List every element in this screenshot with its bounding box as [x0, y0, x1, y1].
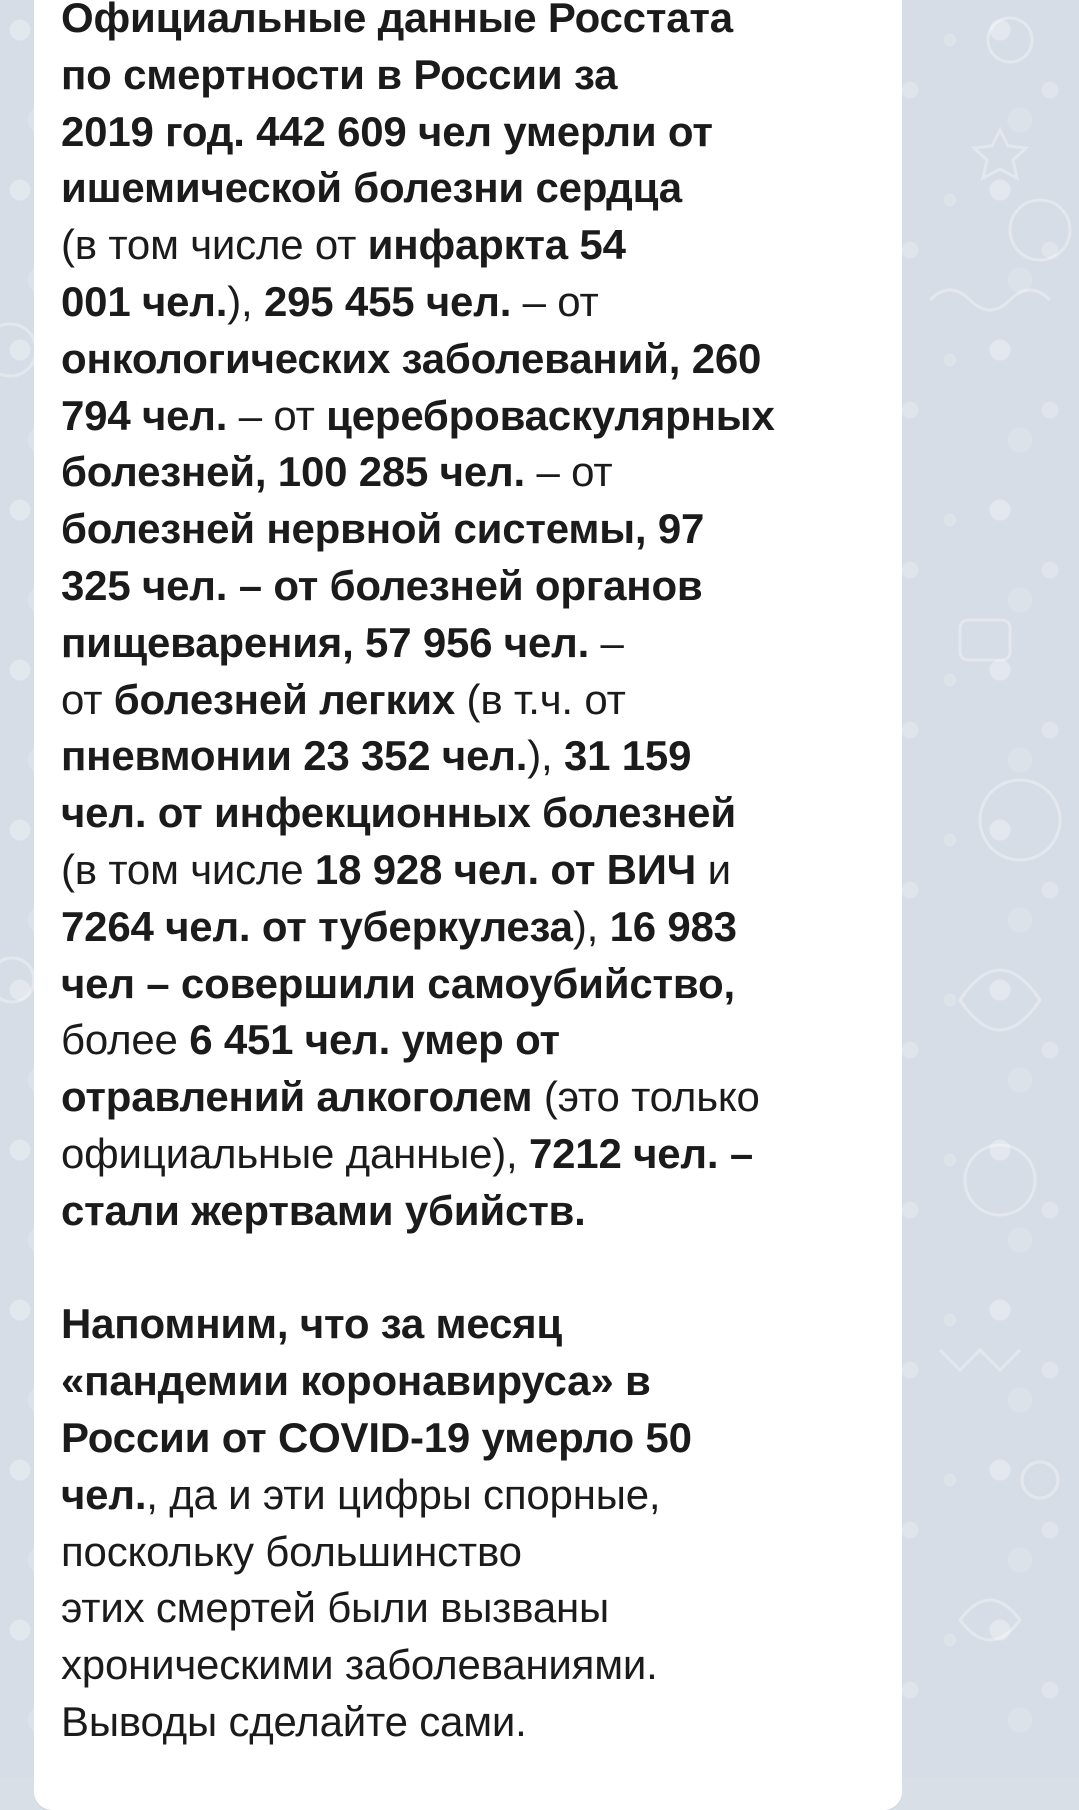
- bold-text-segment: пневмонии 23 352 чел.: [61, 732, 528, 780]
- bold-text-segment: чел. от инфекционных болезней: [61, 789, 736, 837]
- text-segment: и: [696, 845, 731, 893]
- text-segment: более: [61, 1016, 190, 1064]
- text-segment: Выводы сделайте сами.: [61, 1697, 527, 1745]
- paragraph-gap: [61, 1240, 901, 1297]
- bold-text-segment: стали жертвами убийств.: [61, 1186, 586, 1234]
- text-segment: официальные данные),: [61, 1129, 529, 1177]
- bold-text-segment: 001 чел.: [61, 277, 228, 325]
- doodle-zigzag-icon: [940, 1350, 1020, 1370]
- text-segment: ),: [572, 902, 610, 950]
- doodle-star-icon: [974, 130, 1026, 178]
- doodle-leaf-icon: [960, 970, 1040, 1030]
- doodle-dot-icon: [1022, 1462, 1058, 1498]
- text-segment: (в том числе: [61, 845, 315, 893]
- doodle-bubble-icon: [980, 780, 1060, 860]
- bold-text-segment: отравлений алкоголем: [61, 1073, 533, 1121]
- text-segment: поскольку большинство: [61, 1527, 522, 1575]
- bold-text-segment: болезней, 100 285 чел.: [61, 448, 525, 496]
- doodle-left-ring-2-icon: [0, 958, 34, 1002]
- bold-text-segment: инфаркта 54: [367, 221, 626, 269]
- bold-text-segment: 31 159: [563, 732, 692, 780]
- bold-text-segment: цереброваскулярных: [326, 391, 775, 439]
- bold-text-segment: ишемической болезни сердца: [61, 164, 682, 212]
- bold-text-segment: болезней нервной системы, 97: [61, 505, 705, 553]
- message-text: [61, 0, 901, 1751]
- doodle-planet-icon: [965, 1145, 1035, 1215]
- text-segment: хроническими заболеваниями.: [61, 1641, 658, 1689]
- doodle-box-icon: [960, 620, 1010, 660]
- bold-text-segment: 7212 чел. –: [528, 1129, 754, 1177]
- text-segment: (это только: [532, 1073, 760, 1121]
- bold-text-segment: 2019 год. 442 609 чел умерли от: [61, 107, 713, 155]
- doodle-left-ring-icon: [0, 324, 36, 376]
- bold-text-segment: Напомним, что за месяц: [61, 1300, 563, 1348]
- bold-text-segment: пищеварения, 57 956 чел.: [61, 618, 590, 666]
- bold-text-segment: России от COVID-19 умерло 50: [61, 1413, 692, 1461]
- bold-text-segment: чел.: [61, 1470, 147, 1518]
- text-segment: (в том числе от: [61, 221, 368, 269]
- bold-text-segment: онкологических заболеваний, 260: [61, 334, 762, 382]
- doodle-wave-icon: [930, 290, 1050, 310]
- text-segment: от: [61, 675, 114, 723]
- doodle-ring-icon: [1010, 200, 1070, 260]
- message-paragraph-1: [61, 0, 901, 1240]
- bold-text-segment: 794 чел.: [61, 391, 228, 439]
- bold-text-segment: по смертности в России за: [61, 50, 618, 98]
- text-segment: –: [589, 618, 624, 666]
- bold-text-segment: 16 983: [609, 902, 737, 950]
- doodle-circle-icon: [988, 18, 1032, 62]
- bold-text-segment: Официальные данные Росстата: [61, 0, 733, 41]
- bold-text-segment: 18 928 чел. от ВИЧ: [314, 845, 697, 893]
- text-segment: – от: [524, 448, 613, 496]
- text-segment: – от: [511, 277, 599, 325]
- text-segment: , да и эти цифры спорные,: [146, 1470, 661, 1518]
- bold-text-segment: 295 455 чел.: [263, 277, 512, 325]
- text-segment: ),: [227, 277, 264, 325]
- text-segment: ),: [527, 732, 564, 780]
- bold-text-segment: чел – совершили самоубийство,: [61, 959, 735, 1007]
- text-segment: – от: [227, 391, 327, 439]
- bold-text-segment: «пандемии коронавируса» в: [61, 1357, 651, 1405]
- message-paragraph-2: [61, 1296, 901, 1750]
- text-segment: (в т.ч. от: [455, 675, 626, 723]
- bold-text-segment: 7264 чел. от туберкулеза: [61, 902, 573, 950]
- bold-text-segment: болезней легких: [113, 675, 456, 723]
- bold-text-segment: 325 чел. – от болезней органов: [61, 561, 703, 609]
- text-segment: этих смертей были вызваны: [61, 1584, 610, 1632]
- bold-text-segment: 6 451 чел. умер от: [189, 1016, 560, 1064]
- doodle-swirl-icon: [960, 1600, 1020, 1640]
